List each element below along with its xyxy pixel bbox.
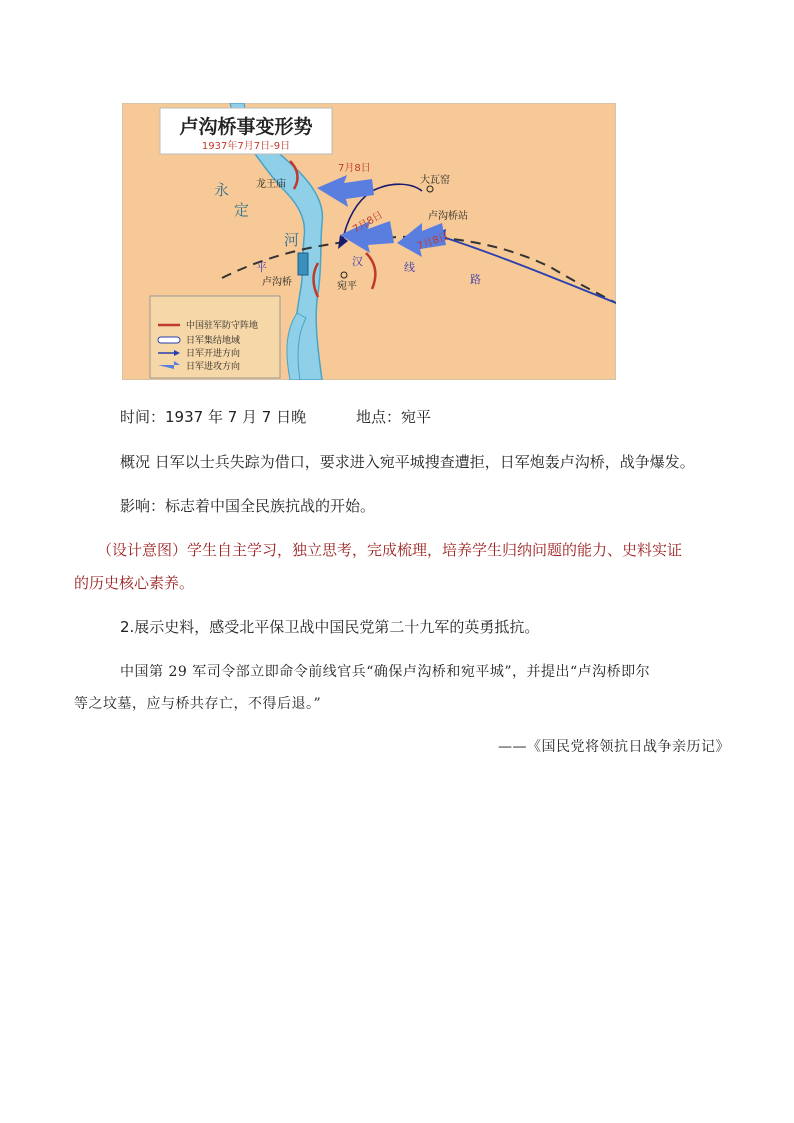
section-2-heading: 2.展示史料，感受北平保卫战中国民党第二十九军的英勇抵抗。 [120,618,540,636]
label-wanping: 宛平 [337,281,357,292]
legend-item-defense: 中国驻军防守阵地 [186,321,259,331]
place-label: 地点：宛平 [356,408,432,426]
label-yong: 永 [214,181,230,199]
design-intent-line1: （设计意图）学生自主学习，独立思考，完成梳理，培养学生归纳问题的能力、史料实证 [97,541,683,559]
label-lu: 路 [470,273,481,286]
label-longwangmiao: 龙王庙 [256,179,286,190]
label-dawayao: 大瓦窑 [420,175,450,186]
label-date-top: 7月8日 [338,163,371,174]
map-title: 卢沟桥事变形势 [179,116,313,138]
label-ping: 平 [256,261,267,274]
lugouqiao-map [122,103,616,380]
legend-item-gather: 日军集结地域 [186,336,241,346]
label-date-mid: 7月8日 [351,209,385,236]
map-subtitle: 1937年7月7日-9日 [201,141,291,152]
label-lugouqiao-station: 卢沟桥站 [428,211,468,222]
design-intent-line2: 的历史核心素养。 [74,574,195,592]
legend-gather-symbol [158,337,180,343]
legend-item-advance: 日军开进方向 [186,349,241,359]
label-lugouqiao: 卢沟桥 [262,277,292,288]
lugouqiao-bridge [298,253,308,275]
legend-item-attack: 日军进攻方向 [186,362,241,372]
label-he: 河 [284,231,300,249]
quote-line1: 中国第 29 军司令部立即命令前线官兵“确保卢沟桥和宛平城”，并提出“卢沟桥即尔 [120,664,651,680]
label-date-right: 7月8日 [415,231,451,253]
quote-source: ——《国民党将领抗日战争亲历记》 [498,739,730,755]
quote-line2: 等之坟墓，应与桥共存亡，不得后退。” [74,696,322,712]
time-label: 时间：1937 年 7 月 7 日晚 [120,408,307,426]
label-han: 汉 [352,255,363,268]
label-xian: 线 [404,261,415,274]
impact-text: 影响：标志着中国全民族抗战的开始。 [120,497,376,515]
label-ding: 定 [234,201,250,219]
overview-text: 概况 日军以士兵失踪为借口，要求进入宛平城搜查遭拒，日军炮轰卢沟桥，战争爆发。 [120,453,695,471]
